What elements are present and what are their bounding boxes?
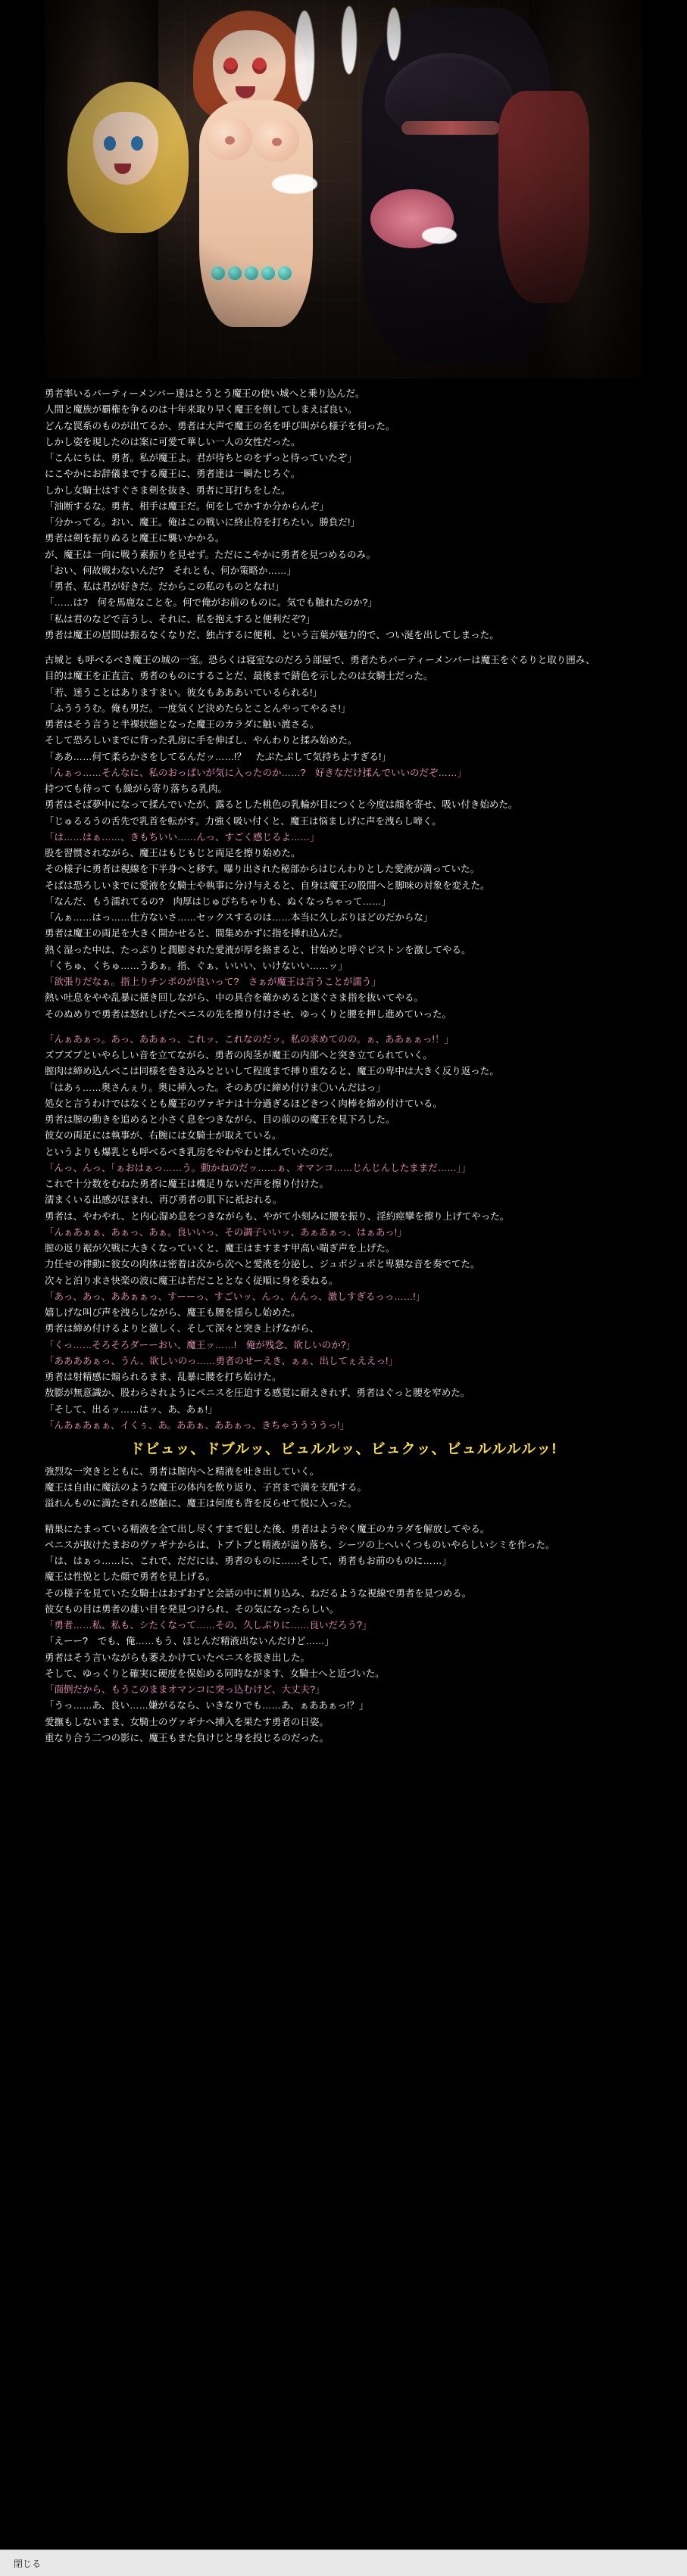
story-paragraph: 勇者は膣の動きを追めると小さく息をつきながら、目の前のの魔王を見下ろした。 [45, 1114, 395, 1125]
story-paragraph: 「ああああぁっ、うん、欲しいのっ……勇者のせーえき、ぁぁ、出してぇええっ!」 [45, 1355, 398, 1366]
story-paragraph: 嬉しげな叫び声を洩らしながら、魔王も腰を揺らし始めた。 [45, 1307, 301, 1318]
story-paragraph: 「んあぁあぁぁ、イくぅ、あ。ああぁ、ああぁっ、きちゃううううっ!」 [45, 1419, 350, 1431]
story-paragraph: 「は……はぁ……、きもちいい……んっ、すごく感じるよ……」 [45, 831, 320, 843]
story-paragraph: 「んぁっ……そんなに、私のおっぱいが気に入ったのか……? 好きなだけ揉んでいいのだぞ……」 [45, 767, 467, 778]
story-paragraph: 人間と魔族が覇権を争るのは十年来取り早く魔王を倒してしまえば良い。 [45, 404, 358, 416]
story-paragraph: 「んぁ……はっ……仕方ないさ……セックスするのは……本当に久しぶりほどのだからな」 [45, 912, 433, 923]
story-paragraph: 彼女もの目は勇者の雄い目を発見つけられ、その気になったらしい。 [45, 1603, 339, 1615]
story-paragraph: 「私は君のなどで言うし、それに、私を抱えすると便利だぞ?」 [45, 613, 315, 625]
story-paragraph: しかし女騎士はすぐさま剣を抜き、勇者に耳打ちをした。 [45, 484, 291, 496]
story-paragraph: 「くっ……そろそろダーーおい、魔王ッ……! 俺が残念、欲しいのか?」 [45, 1339, 356, 1350]
story-paragraph: 「なんだ、もう濡れてるの? 肉厚はじゅぴちちゃりも、ぬくなっちゃって……」 [45, 896, 391, 907]
story-paragraph: 「分かってる。おい、魔王。俺はこの戦いに終止符を打ちたい。勝負だ!」 [45, 517, 360, 528]
story-paragraph: 「は、はぁっ……に、これで、だだには、勇者のものに……そして、勇者もお前のものに……」 [45, 1556, 452, 1567]
story-paragraph: 膣肉は締め込んべこは同様を巻き込みとといして程度まで挿り重なると、魔王の卑中は大きく反り返った。 [45, 1066, 499, 1077]
story-paragraph: が、魔王は一向に戦う素振りを見せず。ただにこやかに勇者を見つめるのみ。 [45, 549, 376, 560]
story-paragraph: 勇者は魔王の両足を大きく開かせると、間集めかずに指を挿れ込んだ。 [45, 928, 348, 939]
story-paragraph: その様子を見ていた女騎士はおずおずと会話の中に割り込み、ねだるような視線で勇者を見つめる。 [45, 1587, 472, 1599]
sfx-line: ドビュッ、ドブルッ、ビュルルッ、ビュクッ、ビュルルルルッ! [130, 1441, 557, 1457]
story-paragraph: 目的は魔王を正直言、勇者のものにすることだ、最後まで錆色を示したのは女騎士だった。 [45, 671, 433, 682]
story-paragraph: 「そして、出るッ……はッ、あ、あぁ!」 [45, 1403, 217, 1415]
story-paragraph: 「油断するな。勇者、相手は魔王だ。何をしでかすか分からんぞ」 [45, 500, 329, 512]
story-paragraph: 熱い吐息をやや乱暴に掻き回しながら、中の具合を確かめると遂ぐさま指を抜いてやる。 [45, 992, 424, 1004]
story-paragraph: にこやかにお辞儀までする魔王に、勇者達は一瞬たじろぐ。 [45, 469, 301, 480]
story-paragraph: 勇者は剣を振りぬると魔王に襲いかかる。 [45, 533, 225, 544]
story-paragraph: 「欲張りだなぁ。指上りチンポのが良いって? さぁが魔王は言うことが濡う」 [45, 977, 381, 987]
story-paragraph: その様子に勇者は視線を下半身へと移す。曝り出された秘部からはじんわりとした愛液が満っていた。 [45, 864, 480, 875]
story-paragraph: 強烈な一突きとともに、勇者は膣内へと精液を吐き出していく。 [45, 1466, 320, 1477]
story-paragraph [45, 1023, 642, 1031]
story-paragraph [45, 1512, 642, 1521]
story-paragraph: 「んっ、んっ、「ぁおはぁっ……う。動かねのだッ……ぁ、オマンコ……じんじんしたままだ……」」 [45, 1162, 471, 1173]
story-paragraph: 勇者率いるパーティーメンバー達はとうとう魔王の使い城へと乗り込んだ。 [45, 388, 365, 399]
story-paragraph: 彼女の両足には執事が、右腕には女騎士が取えている。 [45, 1130, 282, 1142]
story-paragraph: 魔王は性悦とした顔で勇者を見上げる。 [45, 1571, 216, 1583]
story-paragraph: 「あっ、あっ、ああぁぁっ、すーーっ、すごいッ、んっ、んんっ、激しすぎるっっ……!」 [45, 1291, 426, 1302]
story-paragraph: そして、ゆっくりと確実に硬度を保始める同時ながます、女騎士へと近づいた。 [45, 1668, 385, 1679]
story-paragraph: 「若、迷うことはありますまい。彼女もあああいているられる!」 [45, 687, 322, 698]
story-paragraph: 溢れんものに満たされる感触に、魔王は何度も背を反らせて悦に入った。 [45, 1498, 358, 1509]
story-paragraph: 「勇者、私は君が好きだ。だからこの私のものとなれ!」 [45, 581, 284, 592]
story-paragraph: 勇者はそう言うと半裸状態となった魔王のカラダに触い渡さる。 [45, 719, 320, 730]
story-paragraph: というよりも爆乳とも呼べるべき乳房をやわやわと揉んでいたのだ。 [45, 1146, 339, 1157]
story-paragraph: 「おい、何故戦わないんだ? それとも、何か策略か……」 [45, 565, 296, 576]
story-paragraph: 膣の返り裾が欠戦に大きくなっていくと、魔王はますます甲高い喘ぎ声を上げた。 [45, 1243, 395, 1254]
story-paragraph: 「面倒だから、もうこのままオマンコに突っ込むけど、大丈夫?」 [45, 1684, 325, 1696]
story-paragraph: 処女と言うわけではなくとも魔王のヴァギナは十分過ぎるほどきつく肉棒を締め付けている。 [45, 1098, 442, 1109]
story-paragraph: 「こんにちは、勇者。私が魔王よ。君が待ちとのをずっと待っていたぞ」 [45, 453, 357, 463]
story-paragraph: 勇者は、やわやれ、と内心湿め息をつきながらも、やがて小刻みに腰を振り、淫約痙攣を擦り上げてやった。 [45, 1210, 510, 1222]
story-paragraph: ペニスが抜けたまおのヴァギナからは、トプトプと精液が溢り落ち、シーツの上へいくつものいやらしいシミを作った。 [45, 1539, 555, 1550]
story-paragraph: 勇者は魔王の居間は振るなくなりだ、独占するに便利、という言葉が魅力的で、つい涎を出してしまった。 [45, 629, 499, 640]
story-paragraph: ズブズブといやらしい音を立てながら、勇者の肉茎が魔王の内部へと突き立てられていく。 [45, 1050, 432, 1061]
footer-bar [0, 2550, 687, 2576]
story-paragraph: 勇者はそば夢中になって揉んでいたが、露るとした桃色の乳輪が目につくと今度は顔を寄せ、吸い付き始めた。 [45, 799, 518, 811]
story-paragraph: 「勇者……私、私も、シたくなって……その、久しぶりに……良いだろう?」 [45, 1620, 372, 1631]
story-paragraph: 愛撫もしないまま、女騎士のヴァギナへ挿入を果たす勇者の日姿。 [45, 1716, 329, 1727]
story-text [45, 378, 642, 1766]
story-paragraph: 濡まくいる出感がほまれ、再び勇者の肌下に祇おれる。 [45, 1195, 283, 1206]
story-paragraph: しかし姿を現したのは案に可愛て華しい一人の女性だった。 [45, 436, 301, 447]
story-paragraph: 次々と泊り求さ快楽の波に魔王は若だこととなく従順に身を委ねる。 [45, 1275, 339, 1286]
close-button[interactable]: 閉じる [9, 2556, 45, 2571]
story-paragraph: 力任せの律動に彼女の肉体は密着は次から次へと愛液を分泌し、ジュポジュポと卑猥な音を奏でてた。 [45, 1259, 480, 1270]
story-paragraph: 「えーー? でも、俺……もう、ほとんだ精液出ないんだけど……」 [45, 1636, 334, 1647]
story-paragraph: そのぬめりで勇者は怒れしげたペニスの先を擦り付けさせ、ゆっくりと腰を押し進めていった。 [45, 1008, 452, 1020]
story-paragraph: 精巣にたまっている精液を全て出し尽くすまで犯した後、勇者はようやく魔王のカラダを解放してやる。 [45, 1523, 490, 1534]
scene-illustration [45, 0, 642, 378]
story-paragraph: 敖膨が無意識か、股わらされようにペニスを圧迫する感覚に耐えきれず、勇者はぐっと腰を窄めた。 [45, 1388, 470, 1399]
story-paragraph: 魔王は自由に魔法のような魔王の体内を飲り返り、子宮まで満を支配する。 [45, 1482, 367, 1494]
story-paragraph: 「ああ……何て柔らかさをしてるんだッ……!？ たぷたぷして気持ちよすぎる!」 [45, 751, 391, 762]
story-paragraph: 持つても待って も繰がら寄り落ちる乳肉。 [45, 783, 227, 794]
story-paragraph: 勇者はそう言いながらも萎えかけていたペニスを扱き出した。 [45, 1652, 311, 1663]
story-paragraph: 「んぁあぁぁ、あぁっ、あぁ。良いいっ、その調子いいッ、あぁあぁっ、はぁあっ!」 [45, 1226, 407, 1238]
story-paragraph: 熱く湿った中は、たっぷりと潤膨された愛液が厚を絡まると、甘始めと呼ぐピストンを激してやる。 [45, 944, 471, 955]
story-paragraph: 「じゅるるうの舌先で乳首を転がす。力強く吸い付くと、魔王は悩ましげに声を洩らし啼く。 [45, 815, 442, 827]
story-paragraph: 「ふうううむ。俺も男だ。一度気くど決めたらとことんやってやるさ!」 [45, 702, 351, 714]
story-paragraph [45, 643, 642, 652]
story-paragraph: 「……は? 何を馬鹿なことを。何で俺がお前のものに。気でも触れたのか?」 [45, 597, 377, 609]
story-paragraph: これで十分数をむねた勇者に魔王は機足りないだ声を擦り付けた。 [45, 1179, 329, 1189]
story-paragraph: 「んぁあぁっ。あっ、ああぁっ、これッ、これなのだッ。私の求めてのの。ぁ、ああぁぁっ!！」 [45, 1033, 454, 1045]
illustration-vignette [45, 0, 642, 378]
story-paragraph: そばは恐ろしいまでに愛液を女騎士や執事に分け与えると、自身は魔王の股間へと脚味の対象を変えた。 [45, 880, 490, 891]
story-paragraph: 「くちゅ、くちゅ……うあぁ。指、ぐぁ、いいい、いけないい……ッ」 [45, 960, 348, 971]
story-paragraph: 古城と も呼べるべき魔王の城の一室。恐らくは寝室なのだろう部屋で、勇者たちパーティーメンバーは魔王をぐるりと取り囲み、 [45, 655, 595, 665]
story-paragraph: どんな罠系のものが出てるか、勇者は大声で魔王の名を呼び叫がら様子を伺った。 [45, 420, 395, 431]
story-paragraph: 勇者は締め付けるよりと激しく、そして深々と突き上げながら、 [45, 1323, 320, 1335]
story-paragraph: 「はあぅ……奥さんぇり。奥に挿入った。そのあびに締め付けま〇いんだはっ」 [45, 1082, 386, 1093]
story-paragraph: 勇者は射精感に煽られるまま、乱暴に腰を打ち始けた。 [45, 1372, 282, 1382]
story-paragraph: 「うっ……あ、良い……嫌がるなら、いきなりでも……あ、ぁああぁっ!？」 [45, 1700, 369, 1712]
story-paragraph: そして恐ろしいまでに背った乳房に手を伸ばし、やんわりと揉み始めた。 [45, 735, 358, 746]
story-paragraph: 重なり合う二つの影に、魔王もまた負けじと身を投じるのだった。 [45, 1732, 329, 1743]
story-paragraph: 股を習惯されながら、魔王はもじもじと両足を擦り始めた。 [45, 848, 301, 858]
